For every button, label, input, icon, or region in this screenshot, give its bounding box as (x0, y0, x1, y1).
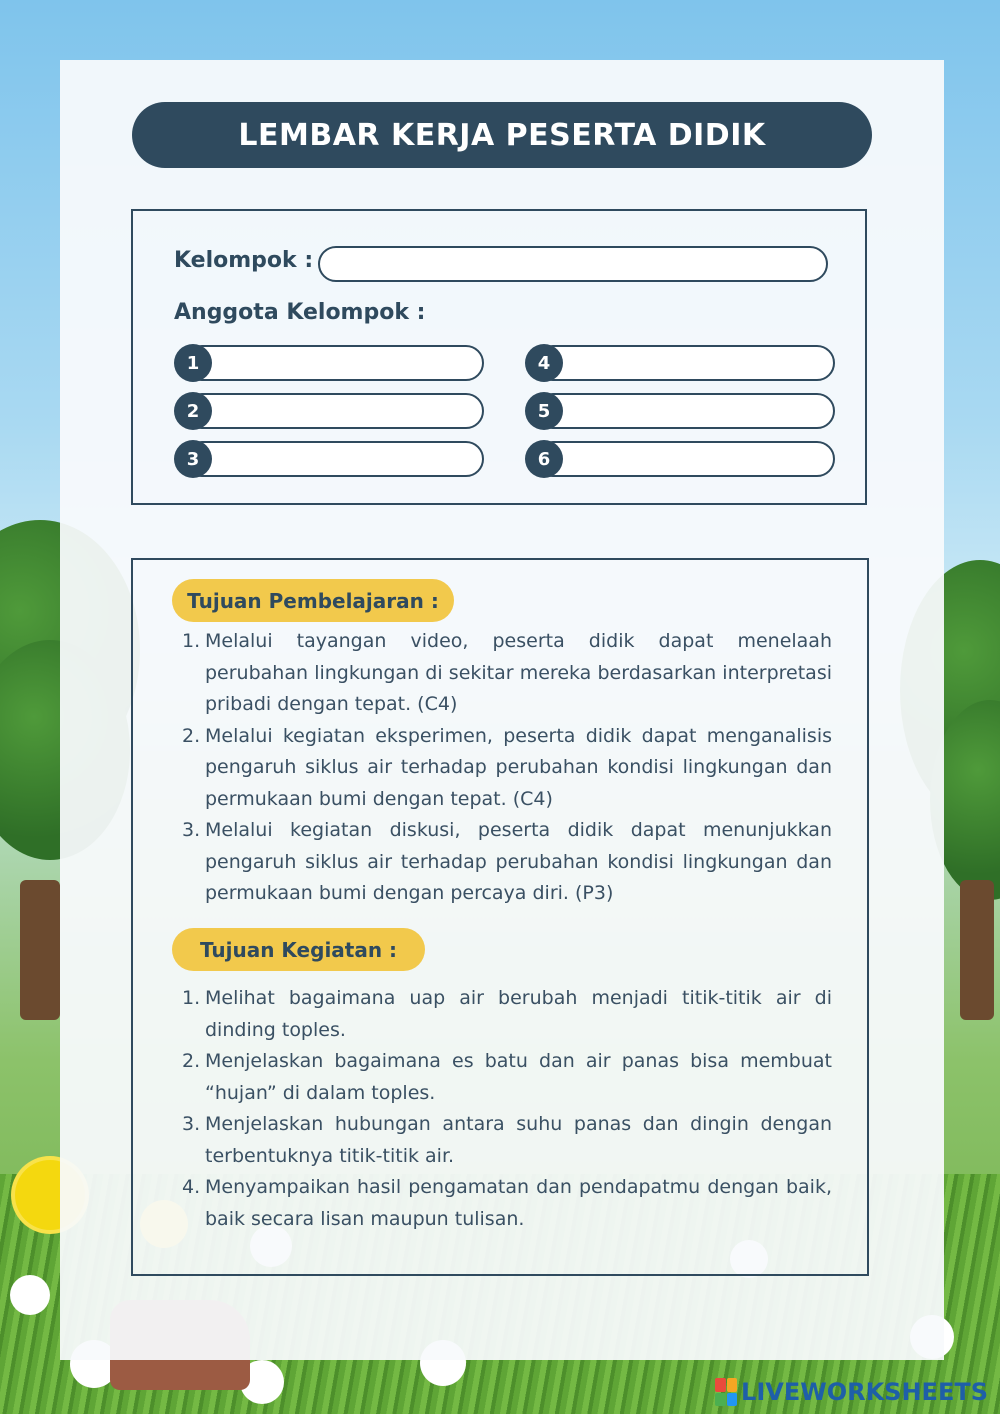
group-label: Kelompok : (174, 248, 314, 273)
members-label: Anggota Kelompok : (174, 300, 426, 325)
member-name-field[interactable] (535, 441, 835, 477)
member-number-badge: 5 (525, 392, 563, 430)
member-name-field[interactable] (535, 345, 835, 381)
activity-goals-heading: Tujuan Kegiatan : (172, 928, 425, 971)
list-item: 2. Melalui kegiatan eksperimen, peserta didik dapat menganalisis pengaruh siklus air terhadap perubahan kondisi lingkungan dan permukaan bumi dengan tepat. (C4) (182, 724, 832, 810)
member-name-field[interactable] (184, 345, 484, 381)
member-name-field[interactable] (535, 393, 835, 429)
member-number-badge: 4 (525, 344, 563, 382)
member-number-badge: 6 (525, 440, 563, 478)
list-item: 1. Melihat bagaimana uap air berubah menjadi titik-titik air di dinding toples. (182, 987, 832, 1041)
member-number-badge: 2 (174, 392, 212, 430)
page-title: LEMBAR KERJA PESERTA DIDIK (132, 102, 872, 168)
list-item: 2. Menjelaskan bagaimana es batu dan air panas bisa membuat “hujan” di dalam toples. (182, 1050, 832, 1104)
member-number-badge: 1 (174, 344, 212, 382)
member-row-6 (525, 440, 837, 478)
member-row-3 (174, 440, 486, 478)
list-item: 3. Menjelaskan hubungan antara suhu panas dan dingin dengan terbentuknya titik-titik air. (182, 1113, 832, 1167)
group-name-field[interactable] (318, 246, 828, 282)
member-row-1 (174, 344, 486, 382)
liveworksheets-logo-icon (715, 1378, 737, 1406)
learning-goals-list (182, 626, 832, 910)
member-name-field[interactable] (184, 393, 484, 429)
member-name-field[interactable] (184, 441, 484, 477)
liveworksheets-watermark[interactable] (715, 1378, 988, 1406)
member-number-badge: 3 (174, 440, 212, 478)
activity-goals-list (182, 983, 832, 1235)
member-row-5 (525, 392, 837, 430)
watermark-text: LIVEWORKSHEETS (741, 1378, 988, 1406)
list-item: 1. Melalui tayangan video, peserta didik dapat menelaah perubahan lingkungan di sekitar mereka berdasarkan interpretasi pribadi dengan tepat. (C4) (182, 630, 832, 715)
member-row-2 (174, 392, 486, 430)
list-item: 3. Melalui kegiatan diskusi, peserta didik dapat menunjukkan pengaruh siklus air terhadap perubahan kondisi lingkungan dan permukaan bumi dengan percaya diri. (P3) (182, 819, 832, 904)
member-row-4 (525, 344, 837, 382)
learning-goals-heading: Tujuan Pembelajaran : (172, 579, 454, 622)
list-item: 4. Menyampaikan hasil pengamatan dan pendapatmu dengan baik, baik secara lisan maupun tulisan. (182, 1176, 832, 1230)
